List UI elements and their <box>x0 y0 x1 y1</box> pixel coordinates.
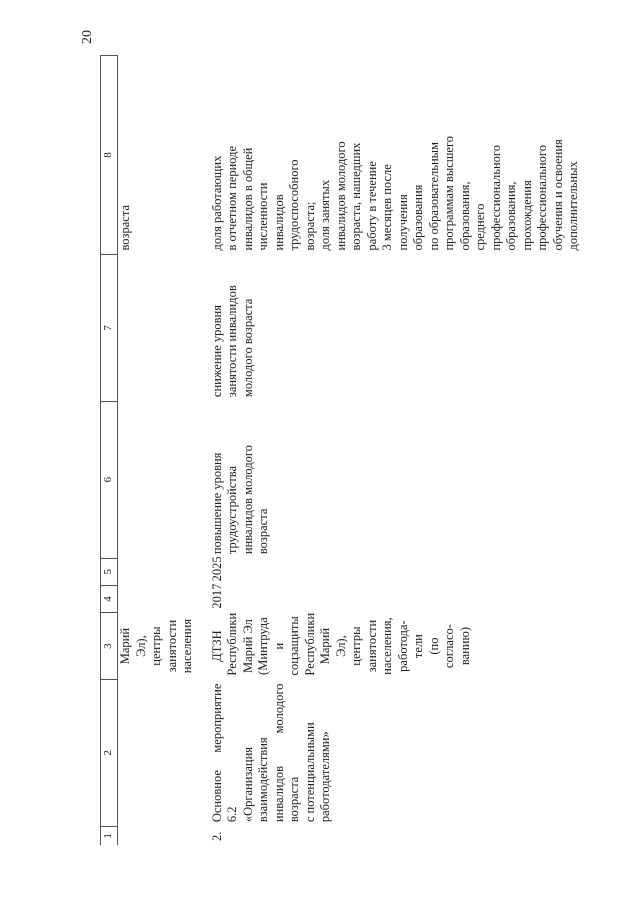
continued-row <box>118 56 196 846</box>
non-implementation-consequences: снижение уровня занятости инвалидов молодого возраста <box>209 285 255 398</box>
header-cell-1: 1 <box>101 826 118 845</box>
table-row <box>210 56 582 846</box>
header-cell-8: 8 <box>101 56 118 255</box>
measure-executor: ДТЗН Республики Марий Эл (Минтруда и соцзащиты Республики Марий Эл), центры занятости населения, работода- тели (по согласо- ванию) <box>209 612 472 676</box>
continued-executor: Марий Эл), центры занятости населения <box>118 618 194 674</box>
header-cell-3: 3 <box>101 613 118 680</box>
program-table <box>100 55 582 845</box>
related-indicators: доля работающих в отчетном периоде инвалидов в общей численности инвалидов трудоспособного возраста; доля занятых инвалидов молодого возраста, нашедших работу в течение 3 месяцев после получения образования по образовательным программам высшего образования, среднего профессионального образования, прохождения профессионального обучения и освоения дополнительных <box>209 135 580 251</box>
page-number: 20 <box>80 30 95 44</box>
header-cell-4: 4 <box>101 585 118 612</box>
measure-title: Основное мероприятие 6.2 «Организация взаимодействия инвалидов молодого возраста с потенциальными работодателями» <box>209 683 332 823</box>
header-cell-7: 7 <box>101 255 118 402</box>
start-year: 2017 <box>209 583 224 609</box>
end-year: 2025 <box>209 556 224 582</box>
header-cell-5: 5 <box>101 558 118 585</box>
rotated-table-sheet <box>100 55 580 845</box>
expected-result: повышение уровня трудоустройства инвалидов молодого возраста <box>209 445 270 555</box>
continued-indicators: возраста <box>118 205 132 251</box>
header-cell-6: 6 <box>101 401 118 558</box>
header-row <box>101 56 118 846</box>
row-number: 2. <box>209 831 224 841</box>
header-cell-2: 2 <box>101 680 118 827</box>
